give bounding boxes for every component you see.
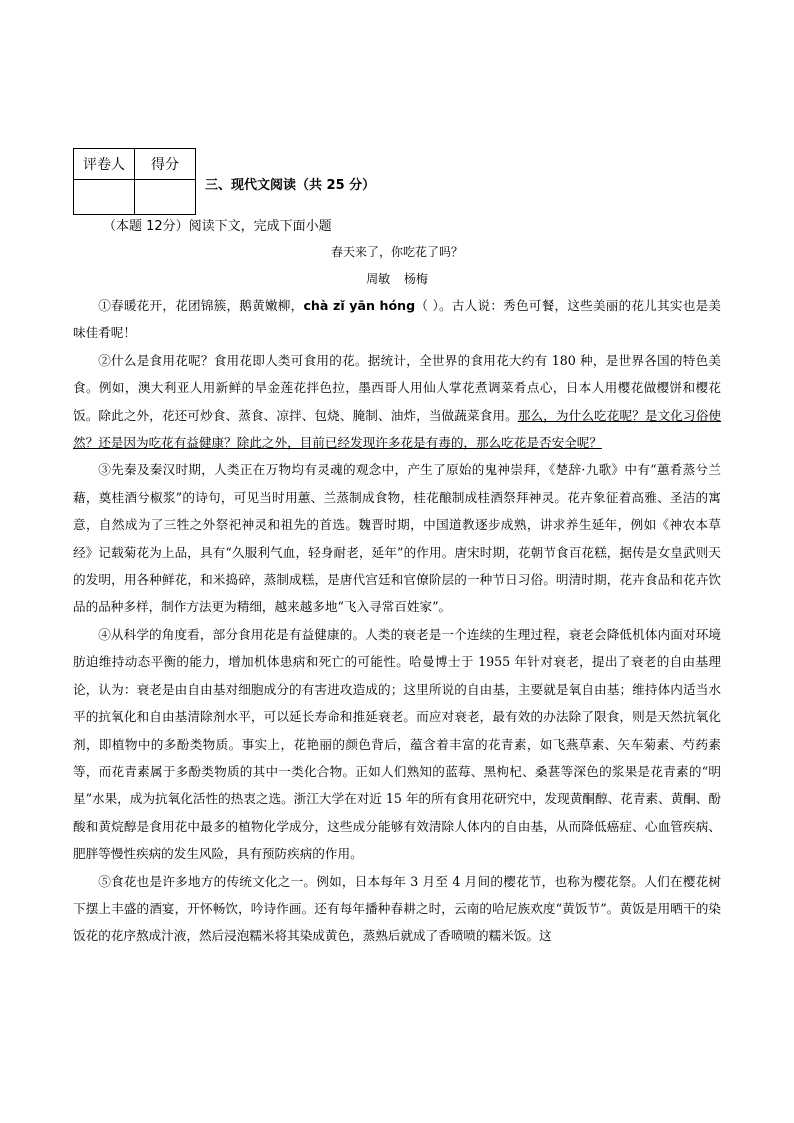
paragraph-2 bbox=[73, 347, 721, 457]
paragraph-1-end: （ ）。古人说：秀色可餐，这些美丽的花儿其实也是美味佳肴呢！ bbox=[73, 298, 721, 341]
article-authors: 周敏 杨梅 bbox=[366, 272, 428, 286]
score-cell bbox=[135, 180, 196, 215]
reviewer-cell bbox=[74, 180, 135, 215]
paragraph-1-start: ①春暖花开，花团锦簇，鹅黄嫩柳， bbox=[98, 298, 304, 313]
paragraph-4: ④从科学的角度看，部分食用花是有益健康的。人类的衰老是一个连续的生理过程，衰老会降低机体内面对环境肪迫维持动态平衡的能力，增加机体患病和死亡的可能性。哈曼博士于 1955 年针对衰老，提出了衰老的自由基理论，认为：衰老是由自由基对细胞成分的有害进攻造成的；这里所说的自由基，主要就是氧自由基；维持体内适当水平的抗氧化和自由基清除剂水平，可以延长寿命和推延衰老。而应对衰老，最有效的办法除了限食，则是天然抗氧化剂，即植物中的多酚类物质。事实上，花艳丽的颜色背后，蕴含着丰富的花青素，如飞燕草素、矢车菊素、芍药素等，而花青素属于多酚类物质的其中一类化合物。正如人们熟知的蓝莓、黑枸杞、桑葚等深色的浆果是花青素的“明星”水果，成为抗氧化活性的热衷之选。浙江大学在对近 15 年的所有食用花研究中，发现黄酮醇、花青素、黄酮、酚酸和黄烷醇是食用花中最多的植物化学成分，这些成分能够有效清除人体内的自由基，从而降低癌症、心血管疾病、肥胖等慢性疾病的发生风险，具有预防疾病的作用。 bbox=[73, 626, 721, 862]
underlined-question: 那么，为什么吃花呢？是文化习俗使然？还是因为吃花有益健康？除此之外，目前已经发现许多花是有毒的，那么吃花是否安全呢？ bbox=[73, 407, 722, 451]
paragraph-1 bbox=[73, 292, 721, 347]
paragraph-5: ⑤食花也是许多地方的传统文化之一。例如，日本每年 3 月至 4 月间的樱花节，也称为樱花祭。人们在樱花树下摆上丰盛的酒宴，开怀畅饮，吟诗作画。还有每年播种春耕之时，云南的哈尼族欢度“黄饭节”。黄饭是用晒干的染饭花的花序熬成汁液，然后浸泡糯米将其染成黄色，蒸熟后就成了香喷喷的糯米饭。这 bbox=[73, 873, 721, 944]
score-header: 得分 bbox=[135, 149, 196, 180]
article-body bbox=[73, 292, 721, 950]
section-title: 三、现代文阅读（共 25 分） bbox=[205, 178, 376, 193]
article-title: 春天来了，你吃花了吗？ bbox=[330, 245, 463, 259]
reviewer-header: 评卷人 bbox=[74, 149, 135, 180]
score-table bbox=[73, 148, 196, 215]
paragraph-3: ③先秦及秦汉时期，人类正在万物均有灵魂的观念中，产生了原始的鬼神崇拜，《楚辞·九歌》中有“蕙肴蒸兮兰藉，奠桂酒兮椒浆”的诗句，可见当时用蕙、兰蒸制成食物，桂花酿制成桂酒祭拜神灵。花卉象征着高雅、圣洁的寓意，自然成为了三牲之外祭祀神灵和祖先的首选。魏晋时期，中国道教逐步成熟，讲求养生延年，例如《神农本草经》记载菊花为上品，具有“久服利气血，轻身耐老，延年”的作用。唐宋时期，花朝节食百花糕，据传是女皇武则天的发明，用各种鲜花，和米捣碎，蒸制成糕，是唐代宫廷和官僚阶层的一种节日习俗。明清时期，花卉食品和花卉饮品的品种多样，制作方法更为精细，越来越多地“飞入寻常百姓家”。 bbox=[73, 462, 721, 615]
question-instruction: （本题 12分）阅读下文，完成下面小题 bbox=[103, 219, 332, 234]
pinyin-blank: chà zǐ yān hóng bbox=[303, 298, 416, 313]
paragraph-2-start: ②什么是食用花呢？食用花即人类可食用的花。据统计，全世界的食用花大约有 180 种，是世界各国的特色美食。例如，澳大利亚人用新鲜的旱金莲花拌色拉，墨西哥人用仙人掌花煮调菜肴点心，日本人用樱花做樱饼和樱花饭。除此之外，花还可炒食、蒸食、凉拌、包烧、腌制、油炸，当做蔬菜食用。 bbox=[73, 352, 721, 423]
